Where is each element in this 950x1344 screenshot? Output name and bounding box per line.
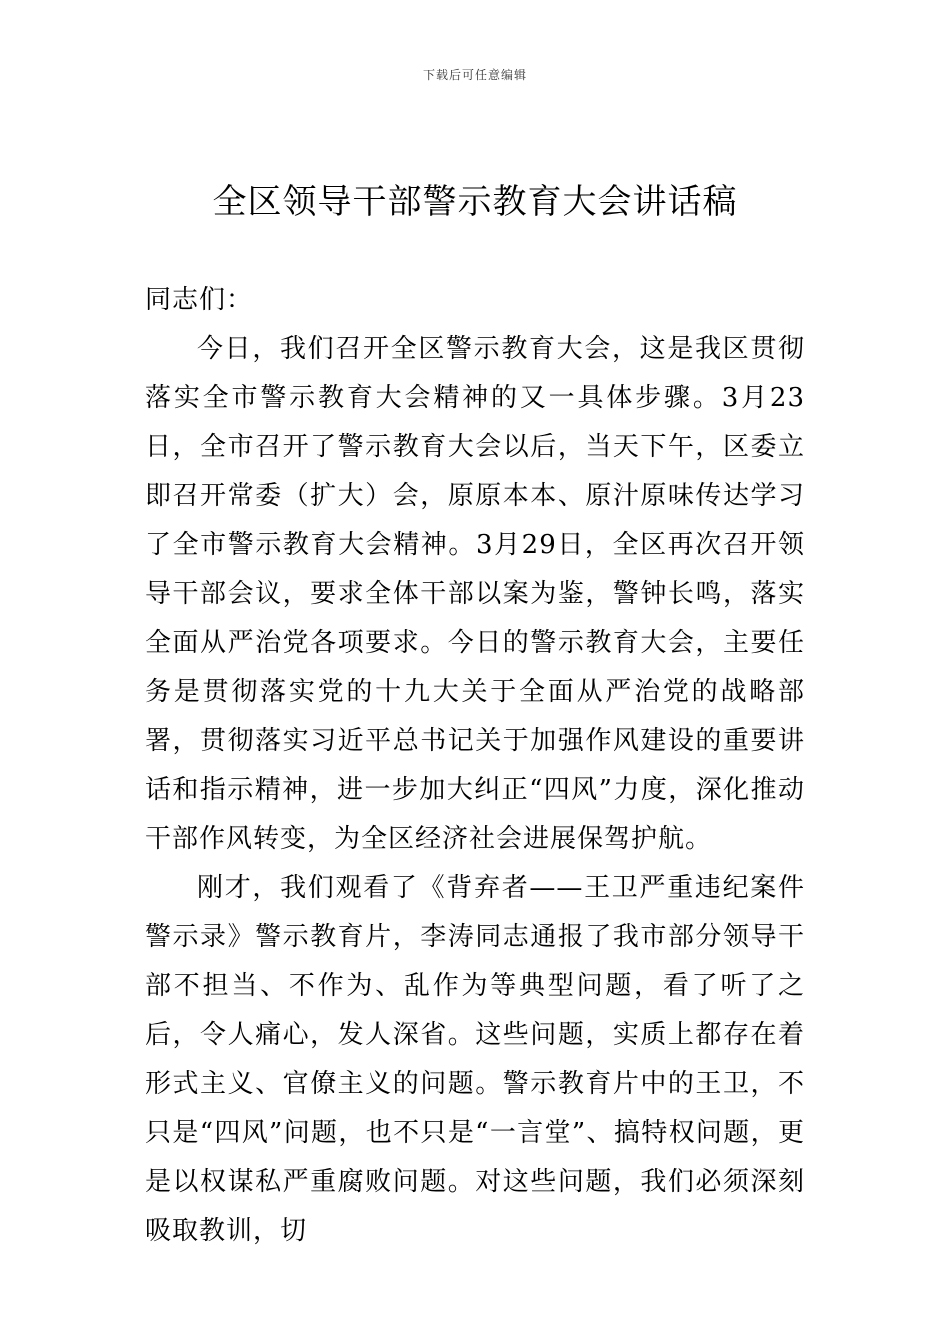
document-body [145,276,805,1256]
document-title: 全区领导干部警示教育大会讲话稿 [212,182,738,222]
salutation: 同志们： [145,285,254,315]
paragraph-1: 今日，我们召开全区警示教育大会，这是我区贯彻落实全市警示教育大会精神的又一具体步骤。3月23日，全市召开了警示教育大会以后，当天下午，区委立即召开常委（扩大）会，原原本本、原汁原味传达学习了全市警示教育大会精神。3月29日，全区再次召开领导干部会议，要求全体干部以案为鉴，警钟长鸣，落实全面从严治党各项要求。今日的警示教育大会，主要任务是贯彻落实党的十九大关于全面从严治党的战略部署，贯彻落实习近平总书记关于加强作风建设的重要讲话和指示精神，进一步加大纠正“四风”力度，深化推动干部作风转变，为全区经济社会进展保驾护航。 [145,334,805,854]
paragraph-2: 刚才，我们观看了《背弃者——王卫严重违纪案件警示录》警示教育片，李涛同志通报了我市部分领导干部不担当、不作为、乱作为等典型问题，看了听了之后，令人痛心，发人深省。这些问题，实质上都存在着形式主义、官僚主义的问题。警示教育片中的王卫，不只是“四风”问题，也不只是“一言堂”、搞特权问题，更是以权谋私严重腐败问题。对这些问题，我们必须深刻吸取教训，切 [145,873,805,1246]
header-note: 下载后可任意编辑 [422,68,527,82]
